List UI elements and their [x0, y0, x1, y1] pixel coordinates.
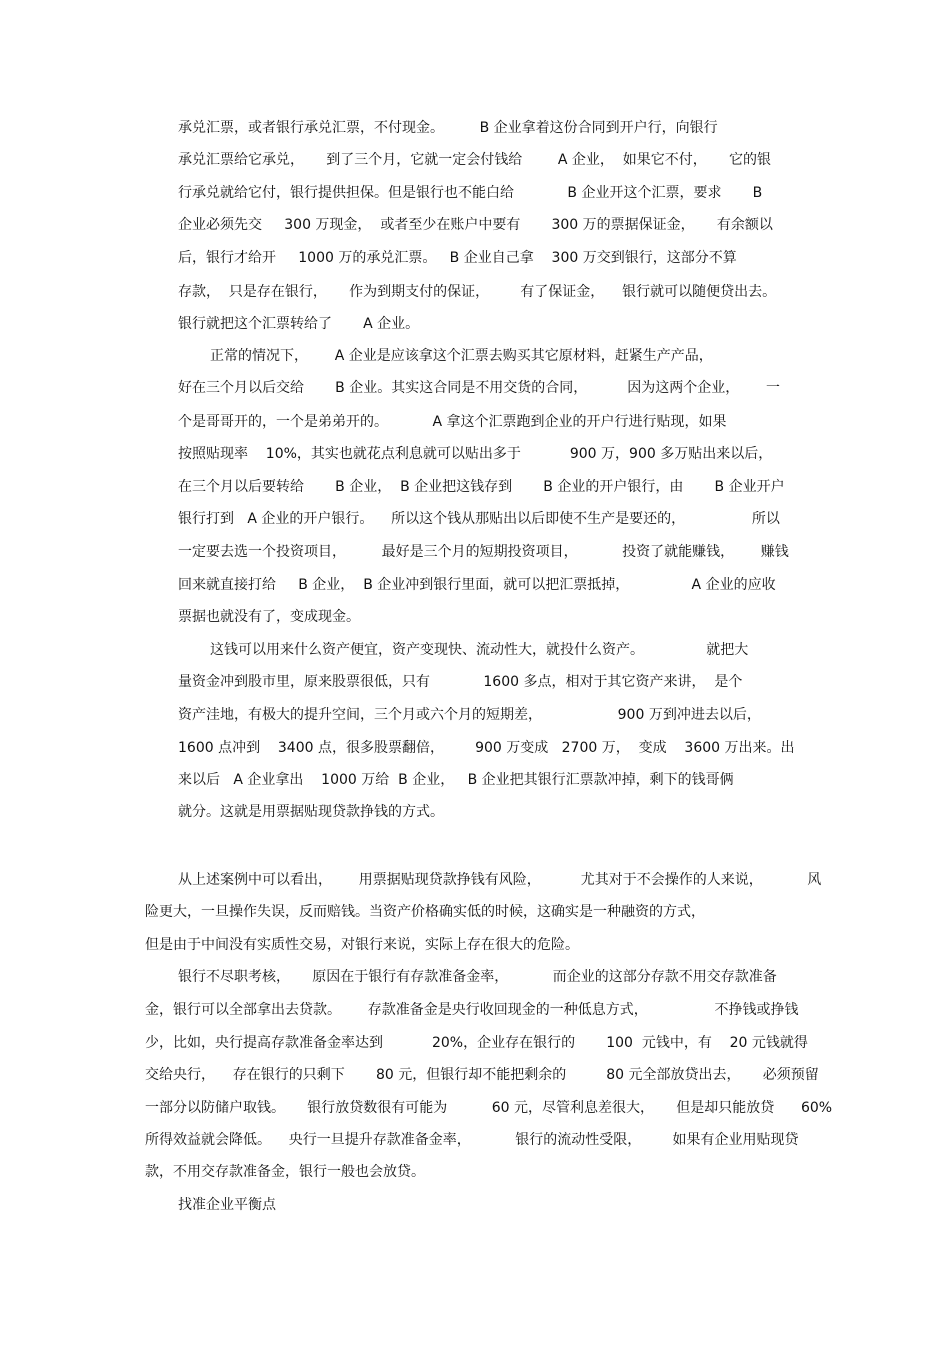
paragraph-line: 从上述案例中可以看出， 用票据贴现贷款挣钱有风险， 尤其对于不会操作的人来说， 风 [178, 872, 822, 888]
paragraph-line: 个是哥哥开的，一个是弟弟开的。 A 拿这个汇票跑到企业的开户行进行贴现，如果 [178, 414, 727, 430]
paragraph-line: 就分。这就是用票据贴现贷款挣钱的方式。 [178, 804, 444, 820]
paragraph-line: 交给央行， 存在银行的只剩下 80 元，但银行却不能把剩余的 80 元全部放贷出去， 必须预留 [145, 1067, 819, 1083]
paragraph-line: 资产洼地，有极大的提升空间，三个月或六个月的短期差， 900 万到冲进去以后， [178, 707, 761, 723]
paragraph-line: 但是由于中间没有实质性交易，对银行来说，实际上存在很大的危险。 [145, 937, 579, 953]
paragraph-line: 量资金冲到股市里，原来股票很低，只有 1600 多点，相对于其它资产来讲， 是个 [178, 674, 743, 690]
paragraph-line: 款，不用交存款准备金，银行一般也会放贷。 [145, 1164, 425, 1180]
paragraph-line: 票据也就没有了，变成现金。 [178, 609, 360, 625]
paragraph-line: 好在三个月以后交给 B 企业。其实这合同是不用交货的合同， 因为这两个企业， 一 [178, 380, 780, 396]
paragraph-line: 回来就直接打给 B 企业， B 企业冲到银行里面，就可以把汇票抵掉， A 企业的应收 [178, 577, 776, 593]
section-heading: 找准企业平衡点 [178, 1197, 276, 1213]
paragraph-line: 一部分以防储户取钱。 银行放贷数很有可能为 60 元，尽管利息差很大， 但是却只能放贷 60% [145, 1100, 833, 1116]
paragraph-line: 银行不尽职考核， 原因在于银行有存款准备金率， 而企业的这部分存款不用交存款准备 [178, 969, 777, 985]
paragraph-line: 险更大，一旦操作失误，反而赔钱。当资产价格确实低的时候，这确实是一种融资的方式， [145, 904, 705, 920]
paragraph-line: 少，比如，央行提高存款准备金率达到 20%，企业存在银行的 100 元钱中，有 20 元钱就得 [145, 1035, 808, 1051]
paragraph-line: 金，银行可以全部拿出去贷款。 存款准备金是央行收回现金的一种低息方式， 不挣钱或挣钱 [145, 1002, 799, 1018]
paragraph-line: 所得效益就会降低。 央行一旦提升存款准备金率， 银行的流动性受限， 如果有企业用贴现贷 [145, 1132, 799, 1148]
paragraph-line: 企业必须先交 300 万现金， 或者至少在账户中要有 300 万的票据保证金， 有余额以 [178, 217, 773, 233]
paragraph-line: 1600 点冲到 3400 点，很多股票翻倍， 900 万变成 2700 万， 变成 3600 万出来。出 [178, 740, 795, 756]
paragraph-line: 银行就把这个汇票转给了 A 企业。 [178, 316, 420, 332]
paragraph-line: 承兑汇票给它承兑， 到了三个月，它就一定会付钱给 A 企业， 如果它不付， 它的银 [178, 152, 772, 168]
paragraph-line: 这钱可以用来什么资产便宜，资产变现快、流动性大，就投什么资产。 就把大 [210, 642, 749, 658]
paragraph-line: 银行打到 A 企业的开户银行。 所以这个钱从那贴出以后即使不生产是要还的， 所以 [178, 511, 780, 527]
paragraph-line: 一定要去选一个投资项目， 最好是三个月的短期投资项目， 投资了就能赚钱， 赚钱 [178, 544, 789, 560]
paragraph-line: 正常的情况下， A 企业是应该拿这个汇票去购买其它原材料，赶紧生产产品， [210, 348, 713, 364]
paragraph-line: 后，银行才给开 1000 万的承兑汇票。 B 企业自己拿 300 万交到银行，这部分不算 [178, 250, 737, 266]
paragraph-line: 存款， 只是存在银行， 作为到期支付的保证， 有了保证金， 银行就可以随便贷出去。 [178, 284, 777, 300]
paragraph-line: 承兑汇票，或者银行承兑汇票，不付现金。 B 企业拿着这份合同到开户行，向银行 [178, 120, 718, 136]
paragraph-line: 按照贴现率 10%，其实也就花点利息就可以贴出多于 900 万，900 多万贴出来以后， [178, 446, 773, 462]
paragraph-line: 在三个月以后要转给 B 企业， B 企业把这钱存到 B 企业的开户银行，由 B 企业开户 [178, 479, 785, 495]
paragraph-line: 行承兑就给它付，银行提供担保。但是银行也不能白给 B 企业开这个汇票，要求 B [178, 185, 763, 201]
paragraph-line: 来以后 A 企业拿出 1000 万给 B 企业， B 企业把其银行汇票款冲掉，剩下的钱哥俩 [178, 772, 734, 788]
